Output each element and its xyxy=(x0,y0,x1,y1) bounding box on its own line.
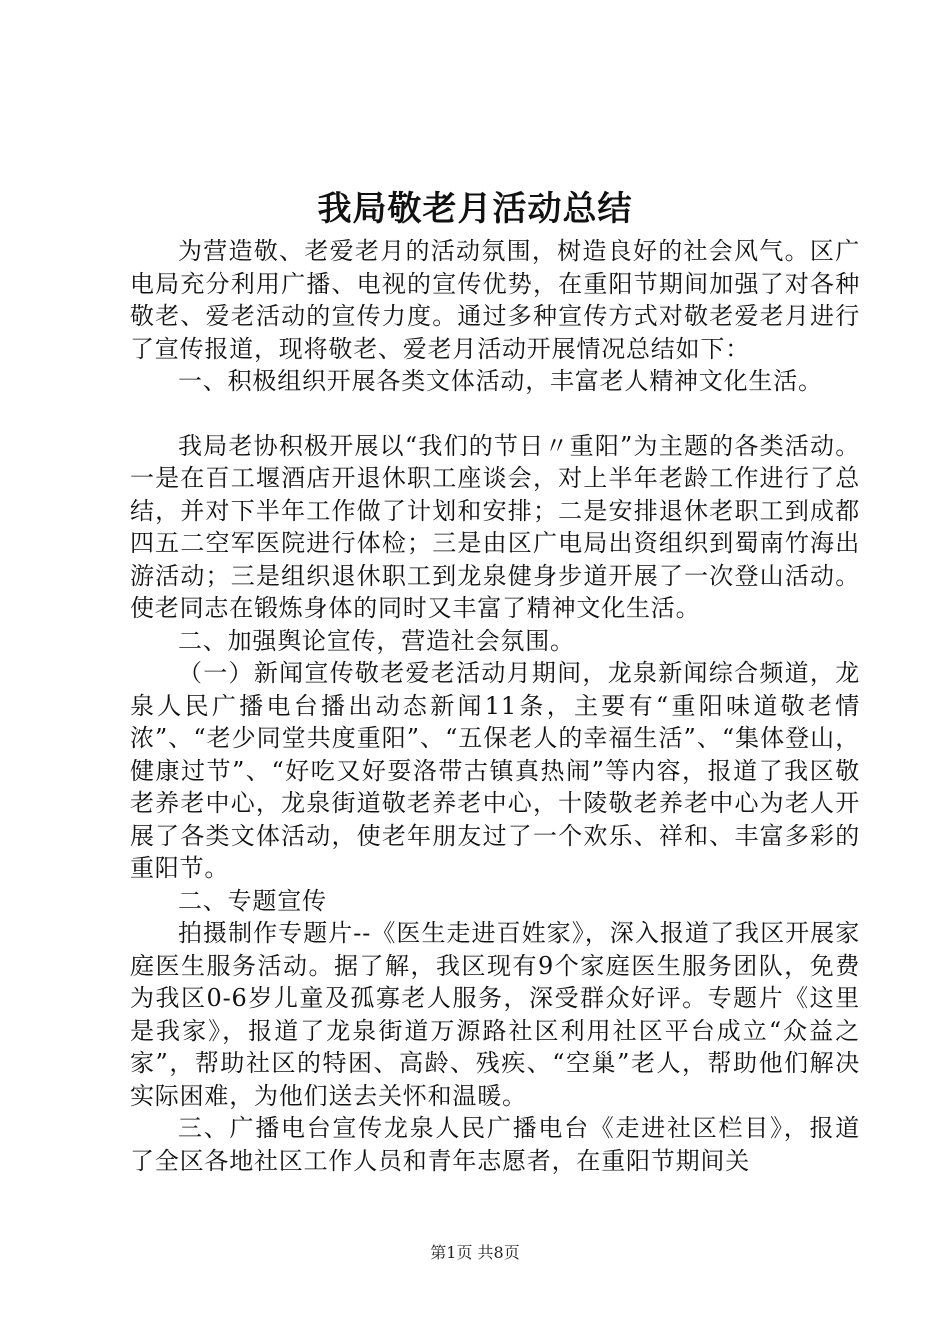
section-heading-3: 二、专题宣传 xyxy=(178,886,327,915)
feature-paragraph: 拍摄制作专题片--《医生走进百姓家》，深入报道了我区开展家庭医生服务活动。据了解，我区现有9个家庭医生服务团队，免费为我区0-6岁儿童及孤寡老人服务，深受群众好评。专题片《这里是我家》，报道了龙泉街道万源路社区利用社区平台成立“众益之家”，帮助社区的特困、高龄、残疾、“空巢”老人，帮助他们解决实际困难，为他们送去关怀和温暖。 xyxy=(130,919,860,1110)
intro-paragraph: 为营造敬、老爱老月的活动氛围，树造良好的社会风气。区广电局充分利用广播、电视的宣传优势，在重阳节期间加强了对各种敬老、爱老活动的宣传力度。通过多种宣传方式对敬老爱老月进行了宣传报道，现将敬老、爱老月活动开展情况总结如下： xyxy=(130,237,860,363)
section-heading-2: 二、加强舆论宣传，营造社会氛围。 xyxy=(178,626,575,655)
section-heading-1: 一、积极组织开展各类文体活动，丰富老人精神文化生活。 xyxy=(178,367,823,395)
document-body xyxy=(130,235,860,1177)
page-footer: 第1页 共8页 xyxy=(430,1243,520,1262)
activities-paragraph: 我局老协积极开展以“我们的节日〃重阳”为主题的各类活动。一是在百工堰酒店开退休职工座谈会，对上半年老龄工作进行了总结，并对下半年工作做了计划和安排；二是安排退休老职工到成都四五二空军医院进行体检；三是由区广电局出资组织到蜀南竹海出游活动；三是组织退休职工到龙泉健身步道开展了一次登山活动。使老同志在锻炼身体的同时又丰富了精神文化生活。 xyxy=(130,431,860,622)
blank-line xyxy=(130,398,860,430)
radio-paragraph: 三、广播电台宣传龙泉人民广播电台《走进社区栏目》，报道了全区各地社区工作人员和青年志愿者，在重阳节期间关 xyxy=(130,1114,860,1175)
news-paragraph: （一）新闻宣传敬老爱老活动月期间，龙泉新闻综合频道，龙泉人民广播电台播出动态新闻11条，主要有“重阳味道敬老情浓”、“老少同堂共度重阳”、“五保老人的幸福生活”、“集体登山，健康过节”、“好吃又好耍洛带古镇真热闹”等内容，报道了我区敬老养老中心，龙泉街道敬老养老中心，十陵敬老养老中心为老人开展了各类文体活动，使老年朋友过了一个欢乐、祥和、丰富多彩的重阳节。 xyxy=(130,659,860,882)
page-title: 我局敬老月活动总结 xyxy=(317,189,633,229)
